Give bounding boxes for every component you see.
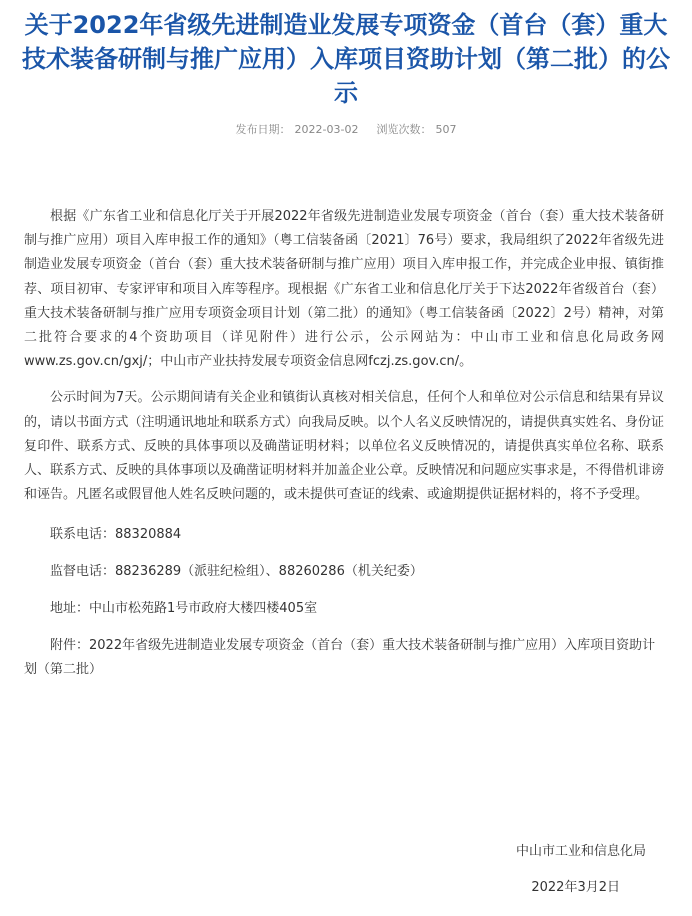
view-count-label: 浏览次数： bbox=[376, 123, 432, 136]
view-count: 507 bbox=[435, 123, 457, 136]
publish-date-label: 发布日期： bbox=[235, 123, 291, 136]
office-address: 地址：中山市松苑路1号市政府大楼四楼405室 bbox=[50, 601, 318, 617]
body-paragraph-period: 公示时间为7天。公示期间请有关企业和镇街认真核对相关信息，任何个人和单位对公示信息和结果有异议的，请以书面方式（注明通讯地址和联系方式）向我局反映。以个人名义反映情况的，请提供真实姓名、身份证复印件、联系方式、反映的具体事项以及确凿证明材料；以单位名义反映情况的，请提供真实单位名称、联系人、联系方式、反映的具体事项以及确凿证明材料并加盖企业公章。反映情况和问题应实事求是，不得借机诽谤和诬告。凡匿名或假冒他人姓名反映问题的，或未提供可查证的线索、或逾期提供证据材料的，将不予受理。 bbox=[24, 390, 664, 503]
issue-date: 2022年3月2日 bbox=[531, 880, 620, 895]
contact-phone: 联系电话：88320884 bbox=[50, 527, 182, 543]
supervision-phone: 监督电话：88236289（派驻纪检组）、88260286（机关纪委） bbox=[50, 564, 423, 580]
article-body bbox=[24, 205, 664, 682]
body-paragraph-basis: 根据《广东省工业和信息化厅关于开展2022年省级先进制造业发展专项资金（首台（套）重大技术装备研制与推广应用）项目入库申报工作的通知》（粤工信装备函〔2021〕76号）要求，我局组织了2022年省级先进制造业发展专项资金（首台（套）重大技术装备研制与推广应用）项目入库申报工作，并完成企业申报、镇街推荐、项目初审、专家评审和项目入库等程序。现根据《广东省工业和信息化厅关于下达2022年省级首台（套）重大技术装备研制与推广应用专项资金项目计划（第二批）的通知》（粤工信装备函〔2022〕2号）精神，对第二批符合要求的4个资助项目（详见附件）进行公示，公示网站为：中山市工业和信息化局政务网www.zs.gov.cn/gxj/；中山市产业扶持发展专项资金信息网fczj.zs.gov.cn/。 bbox=[24, 209, 664, 370]
issuing-authority: 中山市工业和信息化局 bbox=[515, 844, 646, 859]
article-meta bbox=[0, 122, 692, 138]
publish-date: 2022-03-02 bbox=[294, 123, 359, 136]
article-title: 关于2022年省级先进制造业发展专项资金（首台（套）重大技术装备研制与推广应用）入库项目资助计划（第二批）的公示 bbox=[22, 11, 670, 107]
attachment-link[interactable]: 附件：2022年省级先进制造业发展专项资金（首台（套）重大技术装备研制与推广应用）入库项目资助计划（第二批） bbox=[24, 638, 656, 678]
